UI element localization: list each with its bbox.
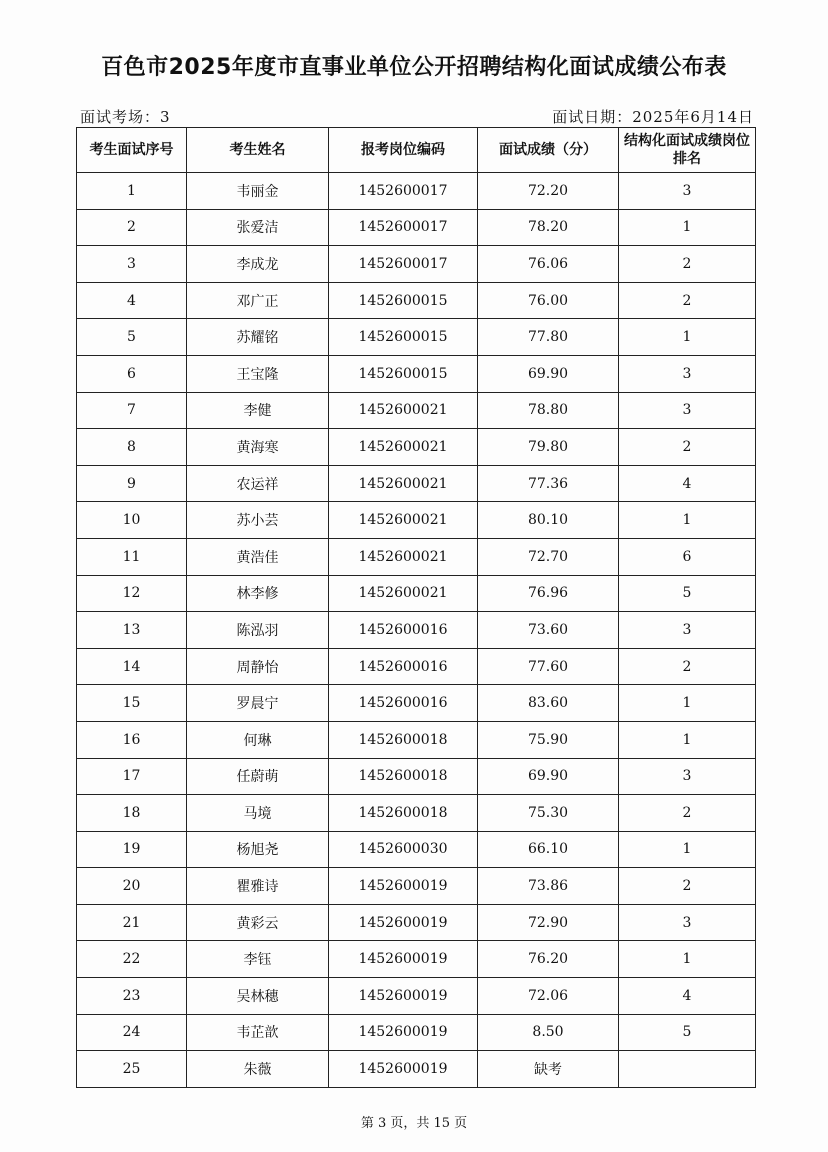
cell-name: 黄彩云 [187,904,329,941]
header-post-code: 报考岗位编码 [329,128,478,173]
cell-post-code: 1452600017 [329,173,478,210]
table-row [77,246,756,283]
table-row [77,831,756,868]
cell-score: 72.06 [478,978,619,1015]
cell-rank: 1 [619,941,756,978]
table-row [77,758,756,795]
cell-seq: 14 [77,648,187,685]
page-footer: 第 3 页，共 15 页 [360,1116,468,1131]
cell-rank: 4 [619,465,756,502]
cell-score: 76.00 [478,282,619,319]
cell-score: 73.60 [478,612,619,649]
cell-score: 69.90 [478,758,619,795]
cell-name: 任蔚萌 [187,758,329,795]
cell-post-code: 1452600021 [329,575,478,612]
cell-seq: 21 [77,904,187,941]
cell-name: 周静怡 [187,648,329,685]
cell-seq: 19 [77,831,187,868]
table-row [77,282,756,319]
cell-score: 缺考 [478,1051,619,1088]
cell-seq: 16 [77,721,187,758]
cell-post-code: 1452600018 [329,721,478,758]
cell-rank: 2 [619,246,756,283]
cell-post-code: 1452600021 [329,392,478,429]
header-score: 面试成绩（分） [478,128,619,173]
cell-name: 吴林穗 [187,978,329,1015]
cell-score: 77.60 [478,648,619,685]
cell-name: 瞿雅诗 [187,868,329,905]
table-row [77,721,756,758]
cell-name: 邓广正 [187,282,329,319]
cell-seq: 10 [77,502,187,539]
table-row [77,978,756,1015]
cell-post-code: 1452600019 [329,1051,478,1088]
cell-score: 83.60 [478,685,619,722]
cell-name: 黄海寒 [187,429,329,466]
table-row [77,868,756,905]
cell-rank: 1 [619,831,756,868]
cell-name: 张爱洁 [187,209,329,246]
table-row [77,575,756,612]
cell-post-code: 1452600019 [329,868,478,905]
table-row [77,209,756,246]
page-title: 百色市2025年度市直事业单位公开招聘结构化面试成绩公布表 [101,55,727,80]
cell-name: 李钰 [187,941,329,978]
cell-score: 73.86 [478,868,619,905]
cell-seq: 9 [77,465,187,502]
cell-score: 78.80 [478,392,619,429]
table-row [77,1051,756,1088]
table-row [77,904,756,941]
cell-rank: 2 [619,868,756,905]
cell-name: 农运祥 [187,465,329,502]
cell-rank: 2 [619,429,756,466]
cell-seq: 2 [77,209,187,246]
table-row [77,685,756,722]
cell-rank: 3 [619,355,756,392]
cell-rank: 3 [619,392,756,429]
cell-post-code: 1452600016 [329,648,478,685]
cell-score: 79.80 [478,429,619,466]
cell-seq: 4 [77,282,187,319]
cell-post-code: 1452600016 [329,612,478,649]
cell-score: 69.90 [478,355,619,392]
cell-post-code: 1452600021 [329,502,478,539]
cell-rank: 2 [619,282,756,319]
cell-rank: 1 [619,721,756,758]
header-rank: 结构化面试成绩岗位排名 [619,128,756,173]
cell-rank: 4 [619,978,756,1015]
cell-post-code: 1452600015 [329,282,478,319]
cell-post-code: 1452600015 [329,319,478,356]
cell-rank: 3 [619,758,756,795]
cell-name: 韦丽金 [187,173,329,210]
cell-post-code: 1452600018 [329,758,478,795]
cell-post-code: 1452600015 [329,355,478,392]
cell-seq: 24 [77,1014,187,1051]
table-body [77,173,756,1088]
cell-post-code: 1452600019 [329,978,478,1015]
cell-seq: 17 [77,758,187,795]
table-header-row [77,128,756,173]
cell-post-code: 1452600030 [329,831,478,868]
exam-venue-label: 面试考场：3 [80,108,171,126]
cell-score: 76.06 [478,246,619,283]
cell-score: 8.50 [478,1014,619,1051]
table-row [77,392,756,429]
cell-rank: 2 [619,648,756,685]
cell-score: 80.10 [478,502,619,539]
cell-post-code: 1452600017 [329,246,478,283]
cell-post-code: 1452600016 [329,685,478,722]
cell-seq: 8 [77,429,187,466]
cell-score: 72.70 [478,538,619,575]
table-row [77,941,756,978]
cell-name: 罗晨宁 [187,685,329,722]
cell-name: 朱薇 [187,1051,329,1088]
cell-rank: 5 [619,1014,756,1051]
cell-seq: 13 [77,612,187,649]
table-row [77,355,756,392]
table-row [77,648,756,685]
cell-rank: 1 [619,502,756,539]
table-row [77,465,756,502]
cell-score: 76.96 [478,575,619,612]
cell-name: 苏小芸 [187,502,329,539]
table-row [77,429,756,466]
cell-rank: 6 [619,538,756,575]
cell-name: 苏耀铭 [187,319,329,356]
cell-name: 黄浩佳 [187,538,329,575]
cell-seq: 11 [77,538,187,575]
cell-score: 75.90 [478,721,619,758]
cell-seq: 7 [77,392,187,429]
cell-post-code: 1452600021 [329,429,478,466]
cell-post-code: 1452600017 [329,209,478,246]
cell-seq: 12 [77,575,187,612]
cell-post-code: 1452600019 [329,904,478,941]
cell-post-code: 1452600021 [329,538,478,575]
cell-seq: 22 [77,941,187,978]
cell-post-code: 1452600019 [329,1014,478,1051]
table-row [77,1014,756,1051]
cell-rank: 3 [619,904,756,941]
table-row [77,612,756,649]
cell-seq: 5 [77,319,187,356]
cell-score: 75.30 [478,795,619,832]
cell-name: 李健 [187,392,329,429]
cell-seq: 15 [77,685,187,722]
table-row [77,319,756,356]
cell-post-code: 1452600019 [329,941,478,978]
cell-score: 77.80 [478,319,619,356]
cell-seq: 1 [77,173,187,210]
cell-rank [619,1051,756,1088]
cell-score: 76.20 [478,941,619,978]
cell-score: 77.36 [478,465,619,502]
cell-name: 杨旭尧 [187,831,329,868]
cell-rank: 2 [619,795,756,832]
cell-rank: 1 [619,319,756,356]
cell-score: 78.20 [478,209,619,246]
cell-post-code: 1452600018 [329,795,478,832]
cell-name: 林李修 [187,575,329,612]
cell-name: 韦芷歆 [187,1014,329,1051]
cell-rank: 3 [619,173,756,210]
table-row [77,173,756,210]
header-seq: 考生面试序号 [77,128,187,173]
cell-rank: 5 [619,575,756,612]
header-name: 考生姓名 [187,128,329,173]
table-row [77,538,756,575]
cell-name: 马境 [187,795,329,832]
cell-score: 72.20 [478,173,619,210]
table-row [77,795,756,832]
score-table [76,127,756,1088]
cell-seq: 3 [77,246,187,283]
cell-post-code: 1452600021 [329,465,478,502]
cell-seq: 20 [77,868,187,905]
cell-score: 72.90 [478,904,619,941]
cell-name: 李成龙 [187,246,329,283]
cell-name: 何琳 [187,721,329,758]
exam-date-label: 面试日期：2025年6月14日 [552,108,754,126]
cell-rank: 3 [619,612,756,649]
cell-score: 66.10 [478,831,619,868]
table-row [77,502,756,539]
cell-rank: 1 [619,209,756,246]
cell-seq: 25 [77,1051,187,1088]
cell-name: 王宝隆 [187,355,329,392]
cell-seq: 23 [77,978,187,1015]
cell-name: 陈泓羽 [187,612,329,649]
cell-seq: 6 [77,355,187,392]
cell-seq: 18 [77,795,187,832]
cell-rank: 1 [619,685,756,722]
